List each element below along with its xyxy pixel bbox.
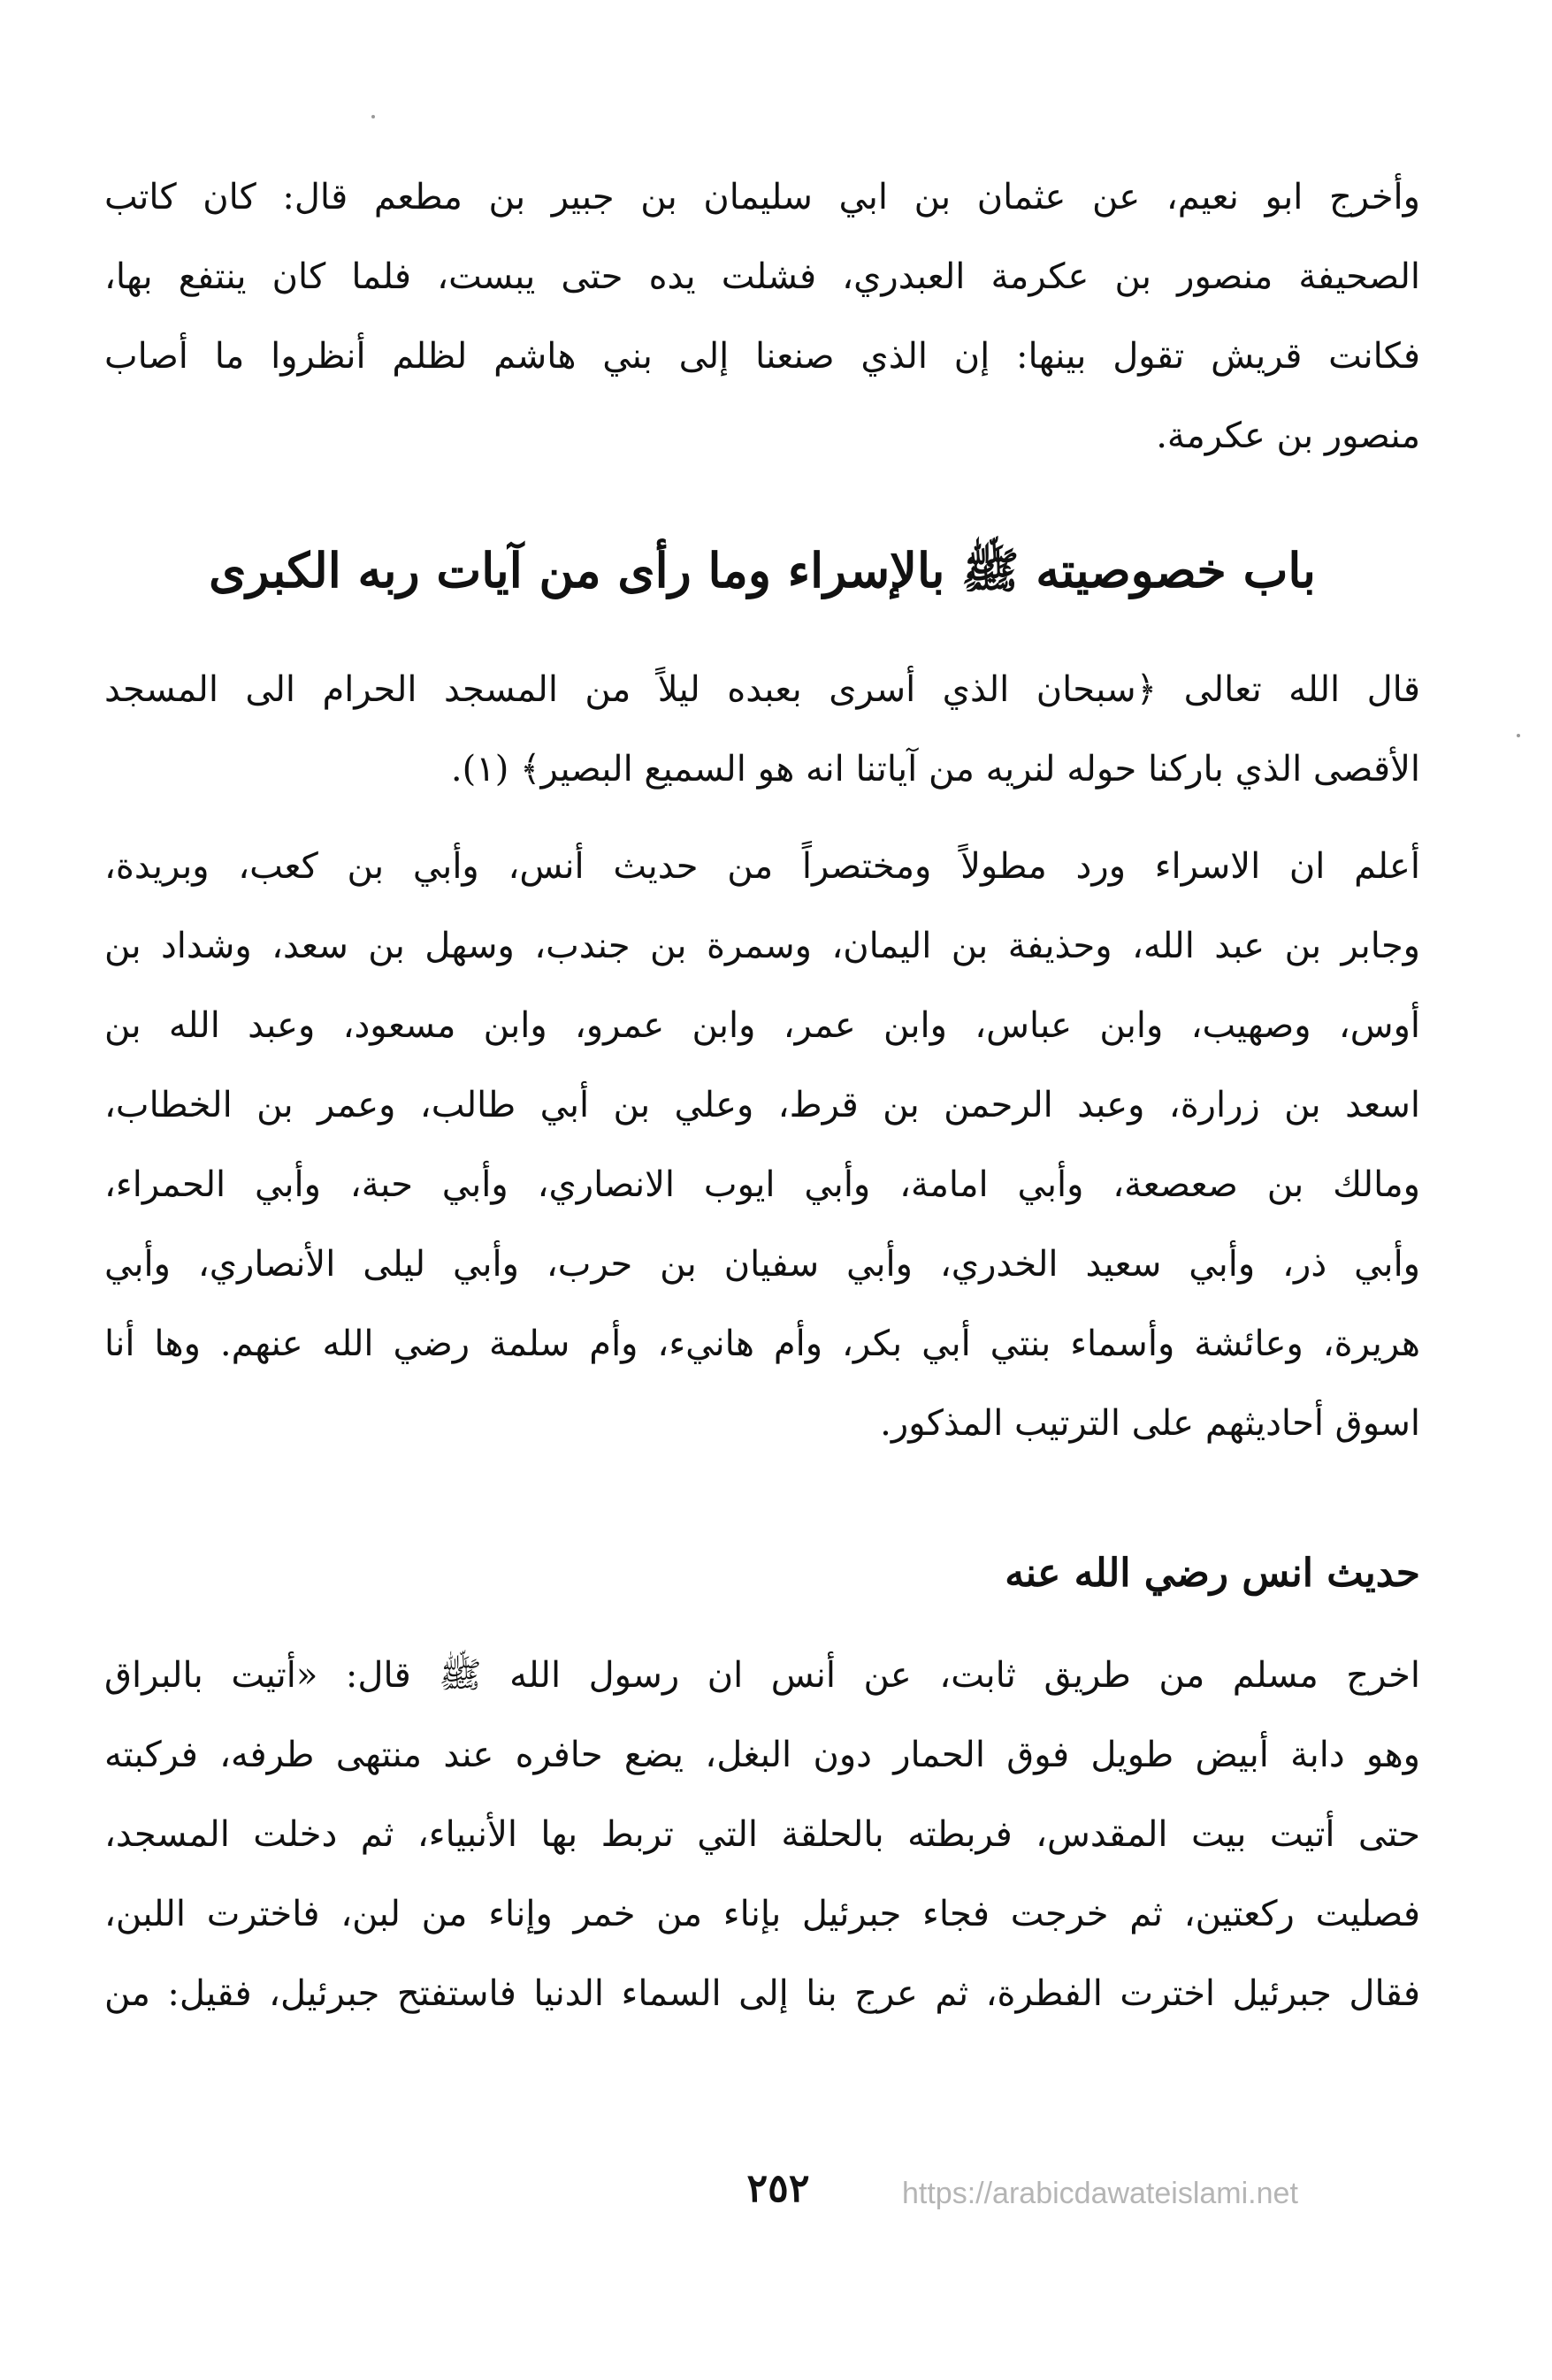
- text-line: اسعد بن زرارة، وعبد الرحمن بن قرط، وعلي بن أبي طالب، وعمر بن الخطاب،: [104, 1085, 1420, 1125]
- scan-speck: [1517, 734, 1520, 737]
- paragraph-narrators: [104, 827, 1420, 1463]
- text-line: وجابر بن عبد الله، وحذيفة بن اليمان، وسمرة بن جندب، وسهل بن سعد، وشداد بن: [104, 926, 1420, 966]
- text-line: قال الله تعالى ﴿سبحان الذي أسرى بعبده ليلاً من المسجد الحرام الى المسجد: [104, 669, 1420, 710]
- text-line: فكانت قريش تقول بينها: إن الذي صنعنا إلى بني هاشم لظلم أنظروا ما أصاب: [104, 336, 1420, 377]
- quran-verse-paragraph: [104, 650, 1420, 809]
- text-line: الصحيفة منصور بن عكرمة العبدري، فشلت يده حتى يبست، فلما كان ينتفع بها،: [104, 256, 1420, 297]
- text-line: الأقصى الذي باركنا حوله لنريه من آياتنا انه هو السميع البصير﴾ (١).: [450, 749, 1420, 790]
- text-line: حتى أتيت بيت المقدس، فربطته بالحلقة التي تربط بها الأنبياء، ثم دخلت المسجد،: [104, 1814, 1420, 1855]
- watermark-url: https://arabicdawateislami.net: [902, 2177, 1298, 2210]
- text-line: هريرة، وعائشة وأسماء بنتي أبي بكر، وأم هانيء، وأم سلمة رضي الله عنهم. وها أنا: [104, 1323, 1420, 1364]
- text-line: أوس، وصهيب، وابن عباس، وابن عمر، وابن عمرو، وابن مسعود، وعبد الله بن: [104, 1005, 1420, 1046]
- text-line: ومالك بن صعصعة، وأبي امامة، وأبي ايوب الانصاري، وأبي حبة، وأبي الحمراء،: [104, 1164, 1420, 1205]
- subsection-heading: حديث انس رضي الله عنه: [1005, 1551, 1420, 1596]
- page-number: ٢٥٢: [746, 2166, 810, 2211]
- text-line: أعلم ان الاسراء ورد مطولاً ومختصراً من حديث أنس، وأبي بن كعب، وبريدة،: [104, 846, 1420, 887]
- section-heading: باب خصوصيته ﷺ بالإسراء وما رأى من آيات ربه الكبرى: [209, 542, 1316, 599]
- text-line: اخرج مسلم من طريق ثابت، عن أنس ان رسول الله ﷺ قال: «أتيت بالبراق: [104, 1655, 1420, 1696]
- text-line: فقال جبرئيل اخترت الفطرة، ثم عرج بنا إلى السماء الدنيا فاستفتح جبرئيل، فقيل: من: [104, 1973, 1420, 2014]
- text-line: فصليت ركعتين، ثم خرجت فجاء جبرئيل بإناء من خمر وإناء من لبن، فاخترت اللبن،: [104, 1894, 1420, 1934]
- text-line: منصور بن عكرمة.: [1156, 416, 1420, 456]
- scan-speck: [371, 115, 375, 118]
- text-line: اسوق أحاديثهم على الترتيب المذكور.: [880, 1403, 1420, 1444]
- paragraph-sahifa: [104, 157, 1420, 476]
- text-line: وهو دابة أبيض طويل فوق الحمار دون البغل، يضع حافره عند منتهى طرفه، فركبته: [104, 1735, 1420, 1775]
- text-line: وأخرج ابو نعيم، عن عثمان بن ابي سليمان بن جبير بن مطعم قال: كان كاتب: [104, 177, 1420, 217]
- paragraph-hadith: [104, 1636, 1420, 2033]
- text-line: وأبي ذر، وأبي سعيد الخدري، وأبي سفيان بن حرب، وأبي ليلى الأنصاري، وأبي: [104, 1244, 1420, 1285]
